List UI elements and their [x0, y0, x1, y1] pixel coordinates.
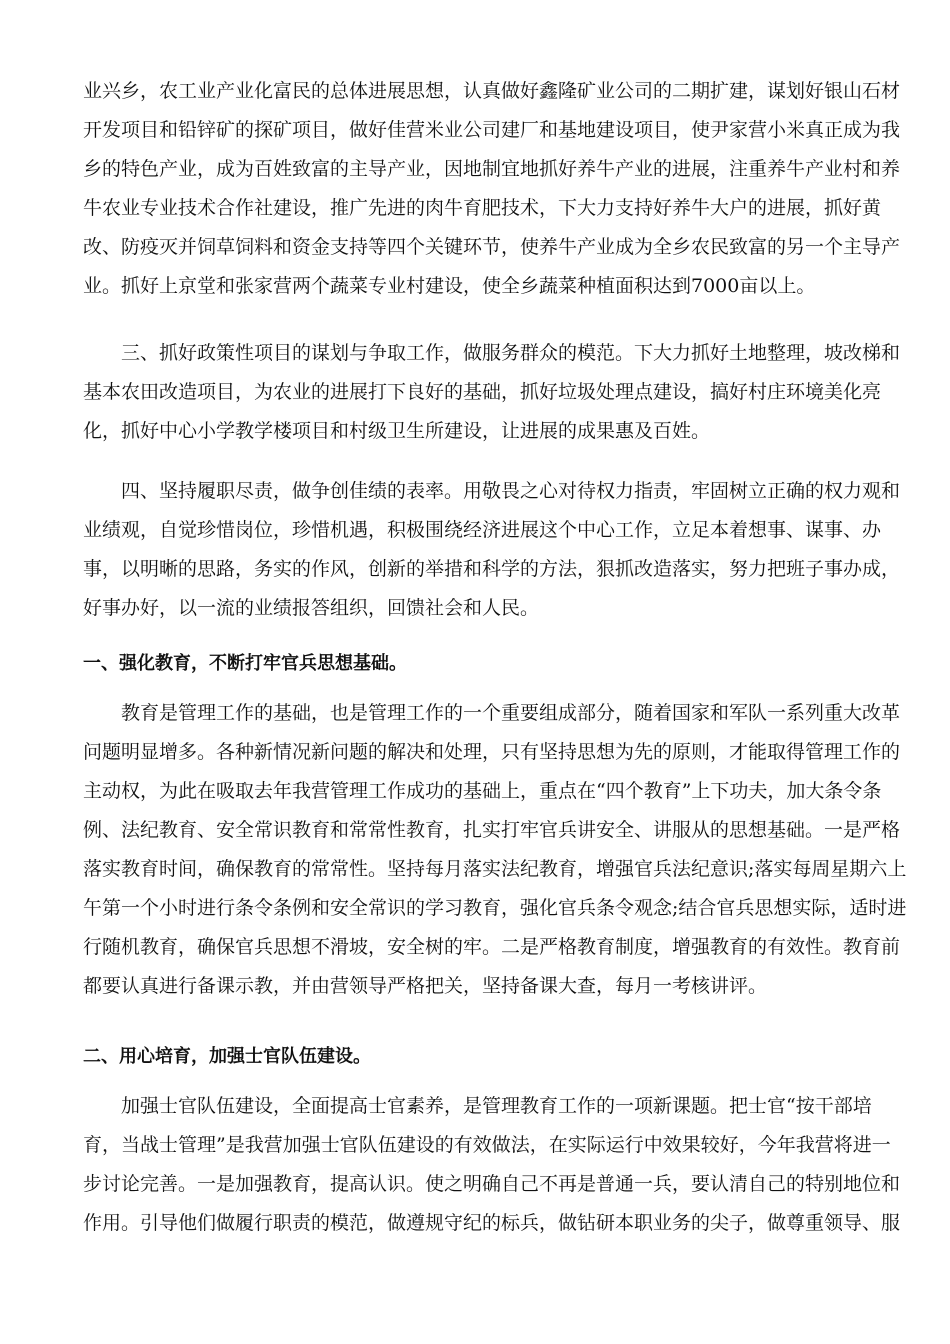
text-line: 主动权，为此在吸取去年我营管理工作成功的基础上，重点在“四个教育”上下功夫，加大条令条	[83, 780, 882, 802]
paragraph-section-four	[83, 472, 901, 628]
text-line: 四、坚持履职尽责，做争创佳绩的表率。用敬畏之心对待权力指责，牢固树立正确的权力观和	[83, 480, 901, 502]
text-line: 业。抓好上京堂和张家营两个蔬菜专业村建设，使全乡蔬菜种植面积达到7000亩以上。	[83, 275, 816, 297]
paragraph-industry	[83, 72, 901, 306]
text-line: 加强士官队伍建设，全面提高士官素养，是管理教育工作的一项新课题。把士官“按干部培	[83, 1095, 872, 1117]
text-line: 落实教育时间，确保教育的常常性。坚持每月落实法纪教育，增强官兵法纪意识;落实每周星期六上	[83, 858, 907, 880]
text-line: 育，当战士管理”是我营加强士官队伍建设的有效做法，在实际运行中效果较好，今年我营将进一	[83, 1134, 891, 1156]
paragraph-education	[83, 694, 907, 1006]
text-line: 事，以明晰的思路，务实的作风，创新的举措和科学的方法，狠抓改造落实，努力把班子事办成，	[83, 558, 901, 580]
section-heading-education: 一、强化教育，不断打牢官兵思想基础。	[83, 653, 407, 674]
text-line: 步讨论完善。一是加强教育，提高认识。使之明确自己不再是普通一兵，要认清自己的特别地位和	[83, 1173, 901, 1195]
text-line: 基本农田改造项目，为农业的进展打下良好的基础，抓好垃圾处理点建设，搞好村庄环境美化亮	[83, 381, 882, 403]
text-line: 教育是管理工作的基础，也是管理工作的一个重要组成部分，随着国家和军队一系列重大改革	[83, 702, 901, 724]
text-line: 行随机教育，确保官兵思想不滑坡，安全树的牢。二是严格教育制度，增强教育的有效性。教育前	[83, 936, 901, 958]
text-line: 改、防疫灭并饲草饲料和资金支持等四个关键环节，使养牛产业成为全乡农民致富的另一个主导产	[83, 236, 901, 258]
text-line: 开发项目和铅锌矿的探矿项目，做好佳营米业公司建厂和基地建设项目，使尹家营小米真正成为我	[83, 119, 901, 141]
text-line: 例、法纪教育、安全常识教育和常常性教育，扎实打牢官兵讲安全、讲服从的思想基础。一是严格	[83, 819, 901, 841]
paragraph-section-three	[83, 334, 901, 451]
text-line: 乡的特色产业，成为百姓致富的主导产业，因地制宜地抓好养牛产业的进展，注重养牛产业村和养	[83, 158, 901, 180]
text-line: 午第一个小时进行条令条例和安全常识的学习教育，强化官兵条令观念;结合官兵思想实际，适时进	[83, 897, 907, 919]
text-line: 都要认真进行备课示教，并由营领导严格把关，坚持备课大查，每月一考核讲评。	[83, 975, 768, 997]
text-line: 业兴乡，农工业产业化富民的总体进展思想，认真做好鑫隆矿业公司的二期扩建，谋划好银山石材	[83, 80, 901, 102]
text-line: 好事办好，以一流的业绩报答组织，回馈社会和人民。	[83, 597, 540, 619]
text-line: 牛农业专业技术合作社建设，推广先进的肉牛育肥技术，下大力支持好养牛大户的进展，抓好黄	[83, 197, 882, 219]
text-line: 三、抓好政策性项目的谋划与争取工作，做服务群众的模范。下大力抓好土地整理，坡改梯和	[83, 342, 901, 364]
text-line: 业绩观，自觉珍惜岗位，珍惜机遇，积极围绕经济进展这个中心工作，立足本着想事、谋事、办	[83, 519, 882, 541]
section-heading-nco: 二、用心培育，加强士官队伍建设。	[83, 1046, 371, 1067]
text-line: 作用。引导他们做履行职责的模范，做遵规守纪的标兵，做钻研本职业务的尖子，做尊重领导、服	[83, 1212, 901, 1234]
text-line: 化，抓好中心小学教学楼项目和村级卫生所建设，让进展的成果惠及百姓。	[83, 420, 711, 442]
paragraph-nco	[83, 1087, 901, 1243]
text-line: 问题明显增多。各种新情况新问题的解决和处理，只有坚持思想为先的原则，才能取得管理工作的	[83, 741, 901, 763]
